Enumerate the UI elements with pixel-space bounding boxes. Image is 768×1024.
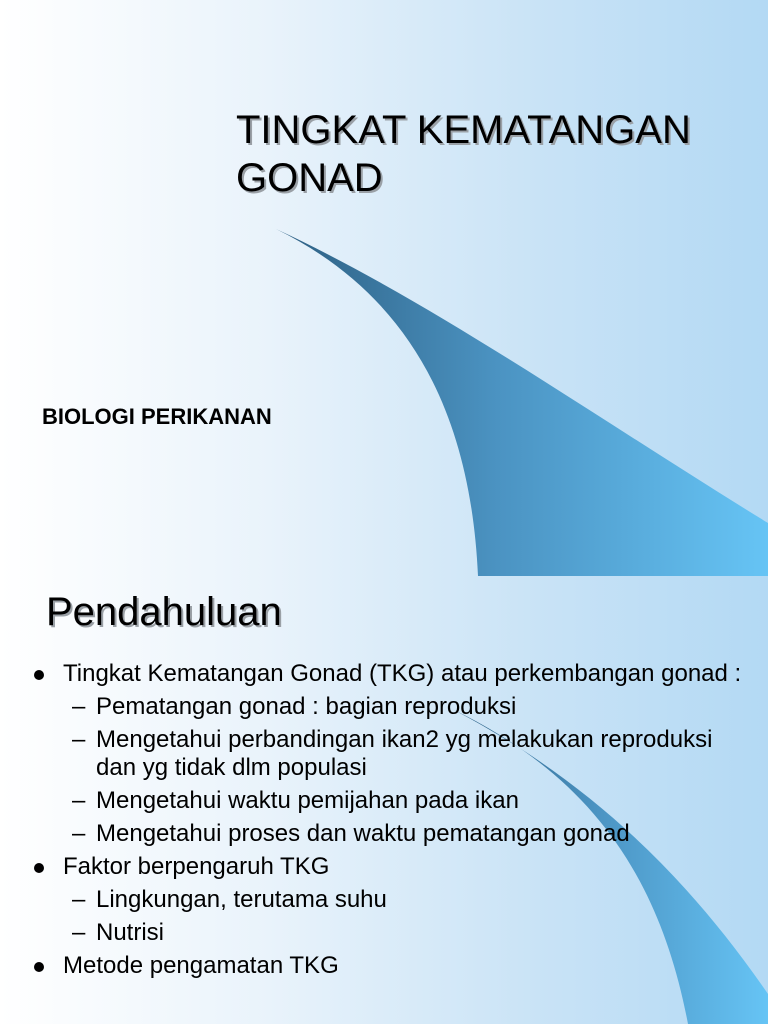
bullet-item bbox=[30, 660, 750, 688]
bullet-icon bbox=[34, 670, 44, 680]
sub-bullet-text: Mengetahui perbandingan ikan2 yg melakukan reproduksi dan yg tidak dlm populasi bbox=[96, 726, 713, 781]
content-slide bbox=[0, 576, 768, 1024]
slide-title: Pendahuluan bbox=[46, 590, 282, 634]
sub-bullet-item bbox=[30, 886, 750, 914]
slide-title: TINGKAT KEMATANGAN GONAD bbox=[236, 108, 691, 200]
bullet-text: Metode pengamatan TKG bbox=[63, 952, 339, 979]
dash-icon: – bbox=[72, 726, 86, 753]
sub-bullet-item bbox=[30, 726, 750, 782]
sub-bullet-text: Mengetahui proses dan waktu pematangan gonad bbox=[96, 820, 630, 847]
dash-icon: – bbox=[72, 693, 86, 720]
bullet-item bbox=[30, 853, 750, 881]
sub-bullet-item bbox=[30, 919, 750, 947]
sub-bullet-text: Pematangan gonad : bagian reproduksi bbox=[96, 693, 517, 720]
dash-icon: – bbox=[72, 787, 86, 814]
bullet-text: Faktor berpengaruh TKG bbox=[63, 853, 330, 880]
sub-bullet-text: Lingkungan, terutama suhu bbox=[96, 886, 387, 913]
bullet-icon bbox=[34, 863, 44, 873]
bullet-icon bbox=[34, 962, 44, 972]
bullet-item bbox=[30, 952, 750, 980]
dash-icon: – bbox=[72, 919, 86, 946]
sub-bullet-text: Mengetahui waktu pemijahan pada ikan bbox=[96, 787, 519, 814]
dash-icon: – bbox=[72, 820, 86, 847]
sub-bullet-item bbox=[30, 693, 750, 721]
dash-icon: – bbox=[72, 886, 86, 913]
slide-subtitle: BIOLOGI PERIKANAN bbox=[42, 404, 272, 429]
sub-bullet-item bbox=[30, 820, 750, 848]
bullet-list bbox=[30, 660, 750, 985]
sub-bullet-item bbox=[30, 787, 750, 815]
sub-bullet-text: Nutrisi bbox=[96, 919, 165, 946]
bullet-text: Tingkat Kematangan Gonad (TKG) atau perkembangan gonad : bbox=[63, 660, 742, 687]
